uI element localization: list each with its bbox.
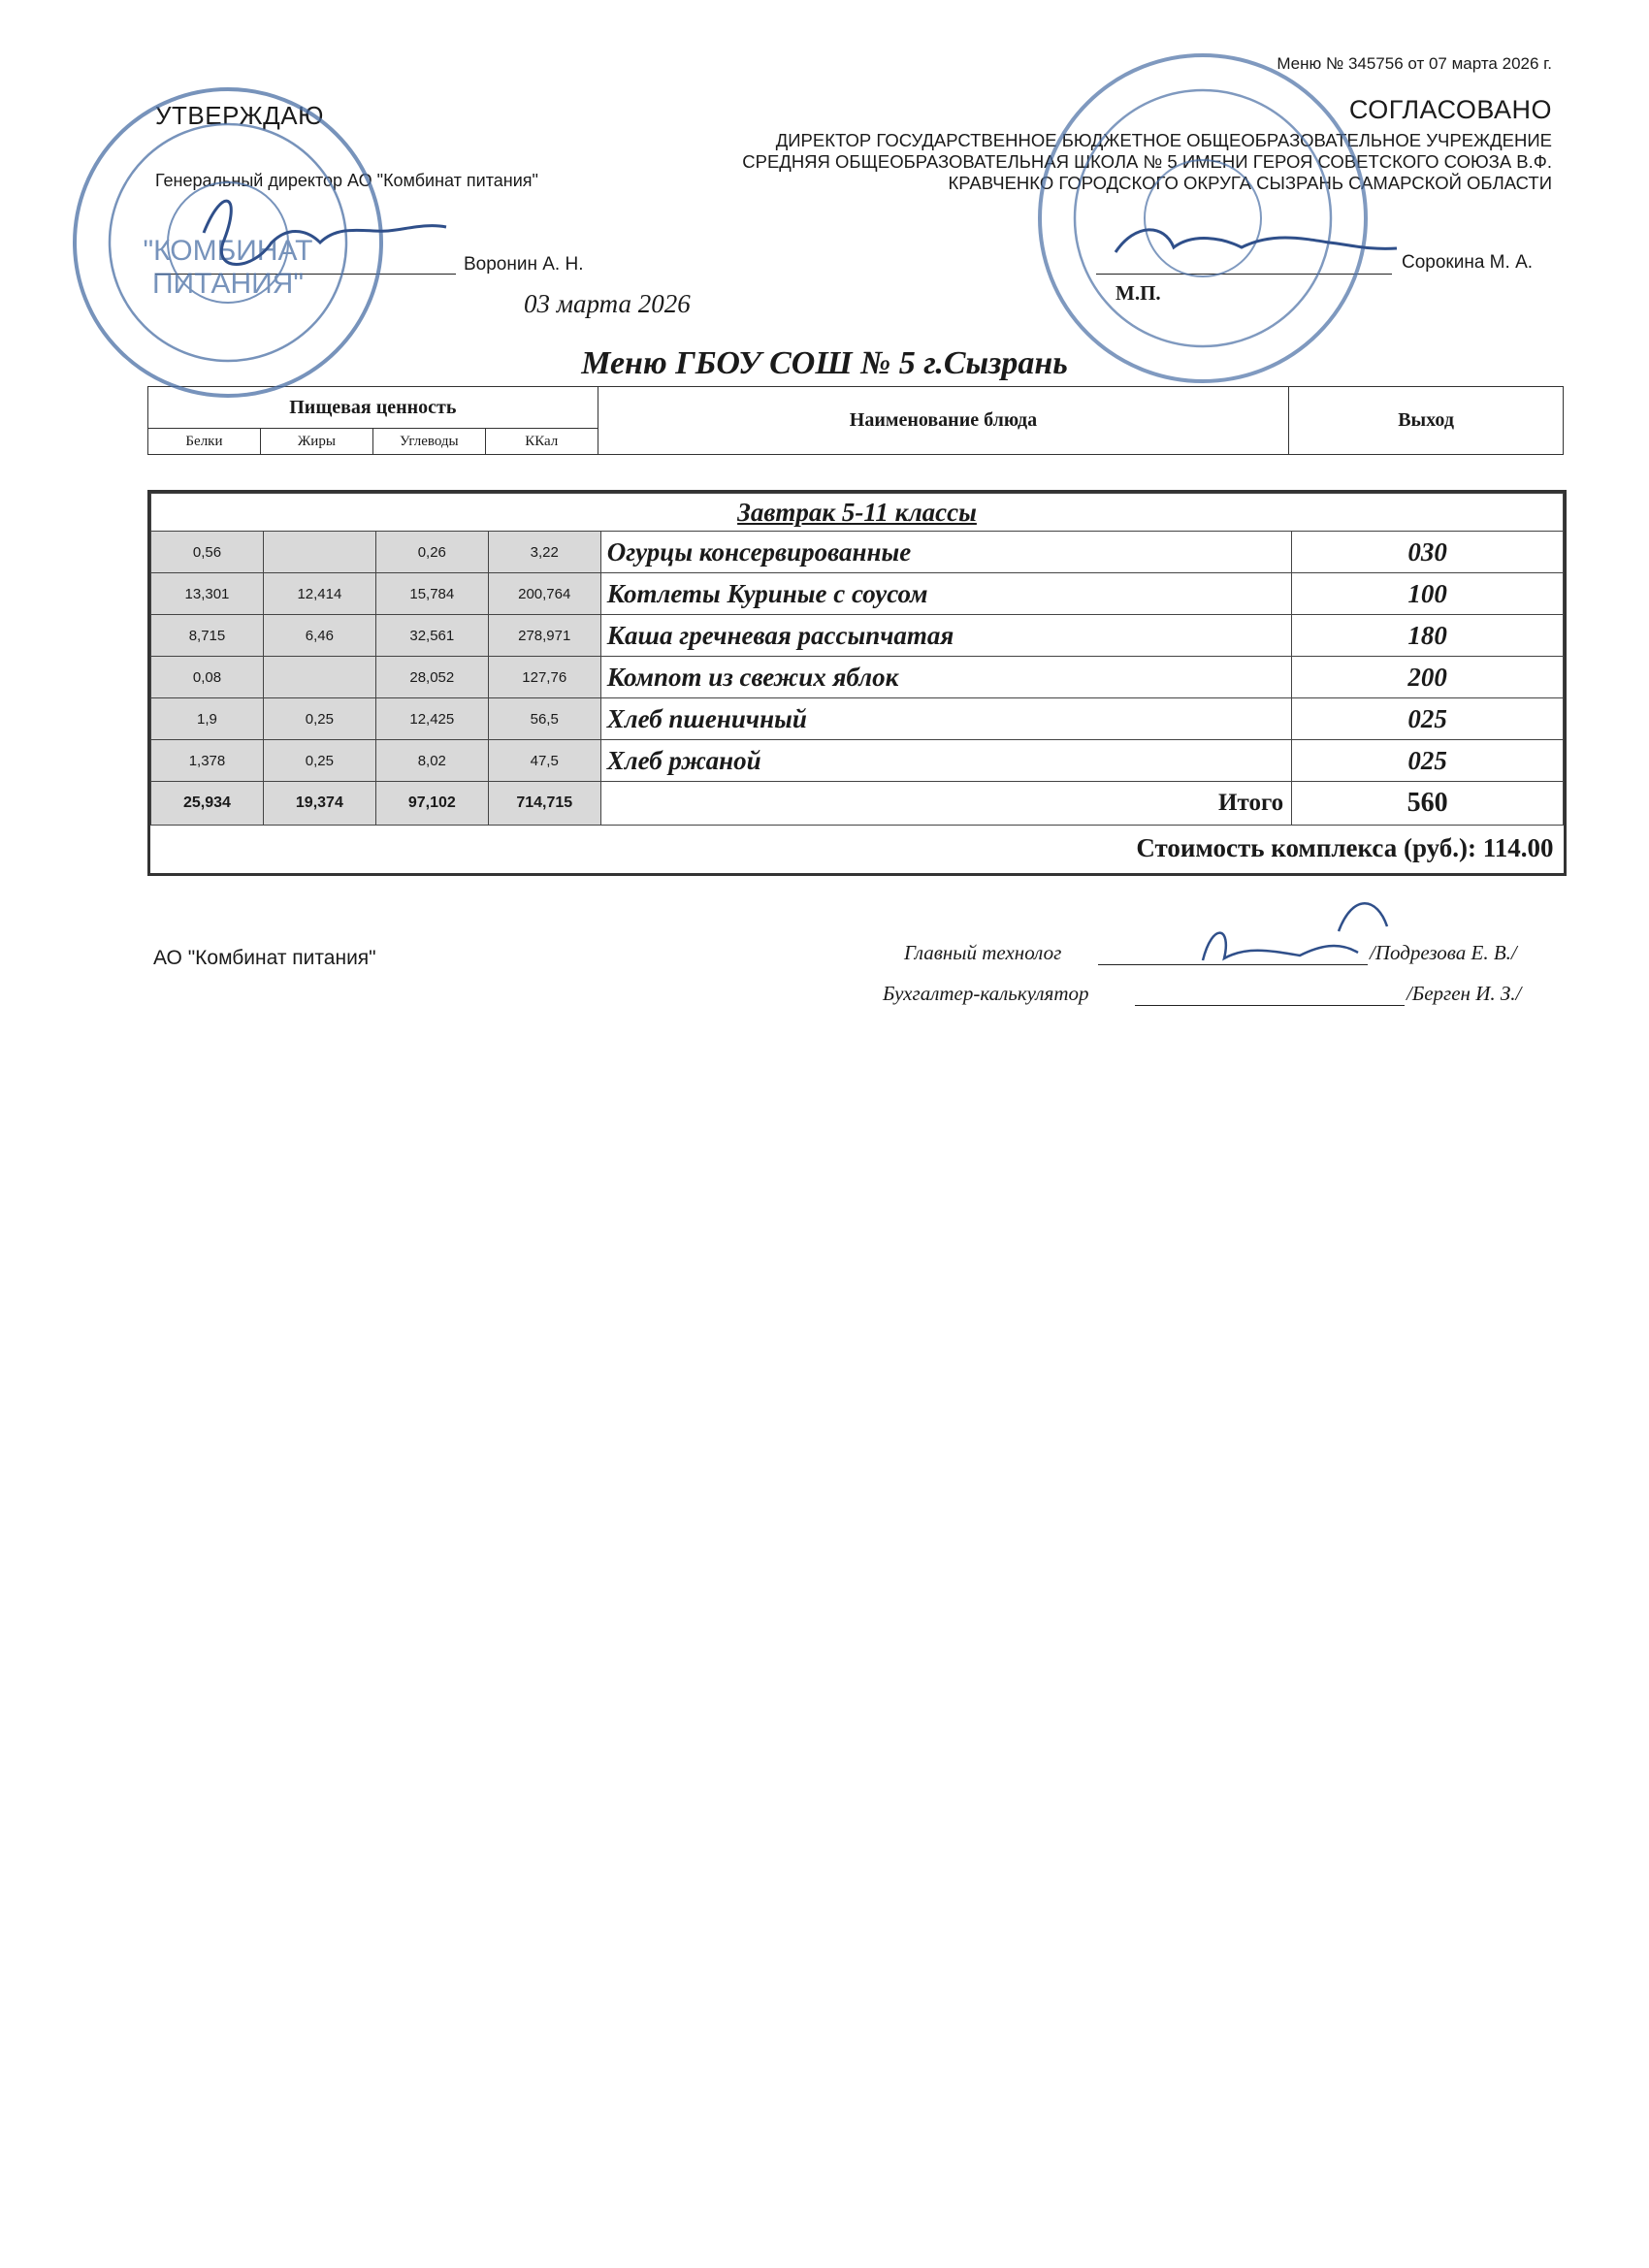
dish-name-header: Наименование блюда [598, 387, 1288, 455]
menu-body-table [150, 493, 1564, 870]
protein-header: Белки [148, 429, 261, 455]
carbs-cell: 32,561 [375, 615, 488, 657]
protein-cell: 8,715 [151, 615, 264, 657]
yield-cell: 030 [1292, 532, 1564, 573]
protein-cell: 1,378 [151, 740, 264, 782]
carbs-header: Углеводы [372, 429, 485, 455]
yield-cell: 180 [1292, 615, 1564, 657]
left-stamp-line-1: "КОМБИНАТ [143, 235, 313, 267]
menu-number: Меню № 345756 от 07 марта 2026 г. [1277, 54, 1552, 73]
dish-name-cell: Котлеты Куриные с соусом [600, 573, 1291, 615]
carbs-cell: 12,425 [375, 698, 488, 740]
fat-cell [263, 657, 375, 698]
kcal-header: ККал [485, 429, 598, 455]
fat-cell: 0,25 [263, 698, 375, 740]
fat-header: Жиры [260, 429, 372, 455]
carbs-cell: 15,784 [375, 573, 488, 615]
approve-date: 03 марта 2026 [524, 289, 691, 318]
dish-name-cell: Хлеб пшеничный [600, 698, 1291, 740]
total-kcal: 714,715 [488, 782, 600, 826]
table-row [151, 698, 1564, 740]
fat-cell [263, 532, 375, 573]
fat-cell: 6,46 [263, 615, 375, 657]
agree-title: СОГЛАСОВАНО [1348, 95, 1552, 124]
kcal-cell: 278,971 [488, 615, 600, 657]
director-signature-icon [204, 201, 446, 264]
table-row [151, 740, 1564, 782]
right-stamp-icon [1040, 55, 1366, 381]
document-title: Меню ГБОУ СОШ № 5 г.Сызрань [581, 345, 1068, 381]
total-label: Итого [600, 782, 1291, 826]
agree-name: Сорокина М. А. [1402, 252, 1534, 273]
carbs-cell: 0,26 [375, 532, 488, 573]
total-row [151, 782, 1564, 826]
footer-organization: АО "Комбинат питания" [153, 947, 376, 969]
dish-name-cell: Компот из свежих яблок [600, 657, 1291, 698]
menu-body-box [147, 490, 1567, 876]
chief-technologist-signature-line [1098, 964, 1368, 965]
section-title: Завтрак 5-11 классы [151, 494, 1564, 532]
approve-title: УТВЕРЖДАЮ [155, 101, 324, 130]
accountant-signature-line [1135, 1005, 1405, 1006]
kcal-cell: 56,5 [488, 698, 600, 740]
school-director-signature-icon [1116, 230, 1397, 252]
total-protein: 25,934 [151, 782, 264, 826]
accountant-label: Бухгалтер-калькулятор [883, 982, 1089, 1005]
table-row [151, 657, 1564, 698]
dish-name-cell: Огурцы консервированные [600, 532, 1291, 573]
total-carbs: 97,102 [375, 782, 488, 826]
dish-name-cell: Каша гречневая рассыпчатая [600, 615, 1291, 657]
kcal-cell: 3,22 [488, 532, 600, 573]
kcal-cell: 200,764 [488, 573, 600, 615]
chief-technologist-name: /Подрезова Е. В./ [1370, 941, 1517, 964]
kcal-cell: 127,76 [488, 657, 600, 698]
carbs-cell: 28,052 [375, 657, 488, 698]
yield-cell: 025 [1292, 740, 1564, 782]
protein-cell: 0,56 [151, 532, 264, 573]
menu-header-table [147, 386, 1564, 455]
approve-signature-line [155, 274, 456, 275]
agree-signature-line [1096, 274, 1392, 275]
approve-name: Воронин А. Н. [464, 254, 584, 275]
dish-name-cell: Хлеб ржаной [600, 740, 1291, 782]
protein-cell: 13,301 [151, 573, 264, 615]
seal-mark-label: М.П. [1116, 281, 1161, 305]
approve-position: Генеральный директор АО "Комбинат питания" [155, 171, 538, 190]
agree-position: ДИРЕКТОР ГОСУДАРСТВЕННОЕ БЮДЖЕТНОЕ ОБЩЕОБРАЗОВАТЕЛЬНОЕ УЧРЕЖДЕНИЕ СРЕДНЯЯ ОБЩЕОБРАЗОВАТЕЛЬНАЯ ШКОЛА № 5 ИМЕНИ ГЕРОЯ СОВЕТСКОГО СОЮЗА В.Ф. КРАВЧЕНКО ГОРОДСКОГО ОКРУГА СЫЗРАНЬ САМАРСКОЙ ОБЛАСТИ [742, 130, 1552, 193]
complex-cost: Стоимость комплекса (руб.): 114.00 [1136, 832, 1554, 862]
yield-cell: 025 [1292, 698, 1564, 740]
total-fat: 19,374 [263, 782, 375, 826]
kcal-cell: 47,5 [488, 740, 600, 782]
yield-cell: 200 [1292, 657, 1564, 698]
chief-technologist-label: Главный технолог [904, 941, 1062, 964]
left-stamp-line-2: ПИТАНИЯ" [151, 268, 305, 300]
table-row [151, 532, 1564, 573]
yield-header: Выход [1289, 387, 1564, 455]
table-row [151, 615, 1564, 657]
nutrition-header: Пищевая ценность [148, 387, 598, 429]
table-row [151, 573, 1564, 615]
carbs-cell: 8,02 [375, 740, 488, 782]
total-yield: 560 [1292, 782, 1564, 826]
accountant-name: /Берген И. З./ [1406, 982, 1522, 1005]
technologist-signature-icon [1203, 903, 1387, 960]
fat-cell: 0,25 [263, 740, 375, 782]
fat-cell: 12,414 [263, 573, 375, 615]
protein-cell: 1,9 [151, 698, 264, 740]
protein-cell: 0,08 [151, 657, 264, 698]
yield-cell: 100 [1292, 573, 1564, 615]
